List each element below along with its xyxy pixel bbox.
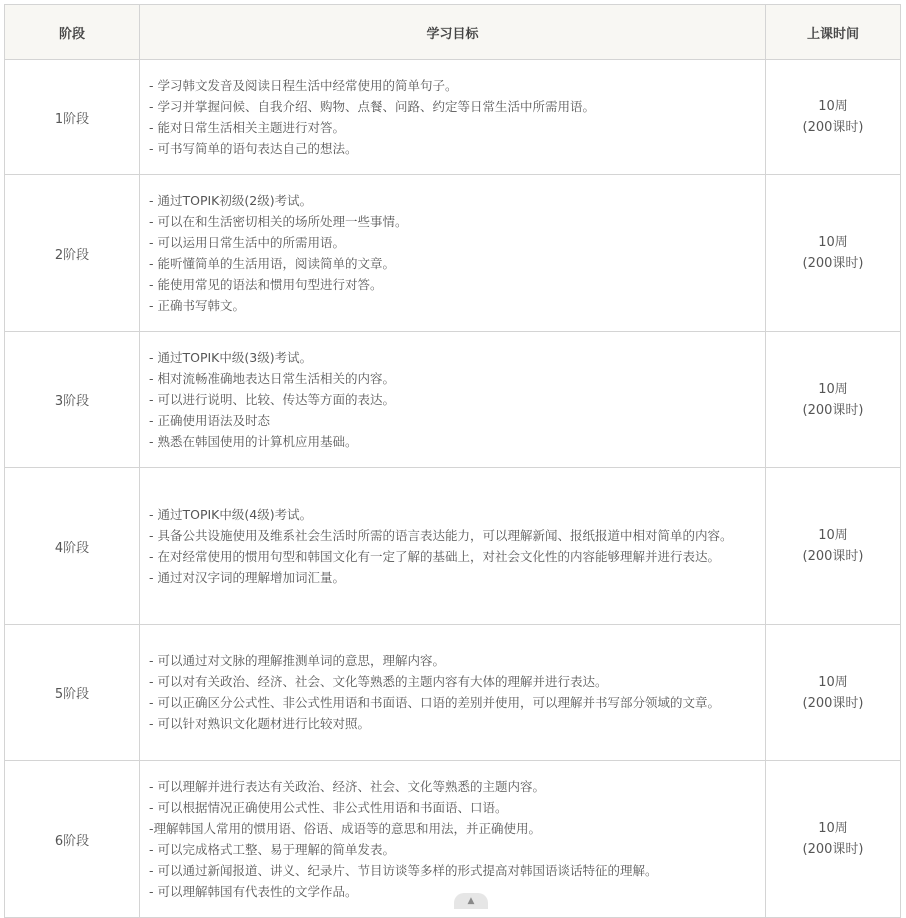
goals-cell [140,332,766,468]
goals-cell [140,60,766,175]
duration-hours: (200课时) [802,695,864,711]
goal-item: - 通过对汉字词的理解增加词汇量。 [149,569,345,585]
header-goals: 学习目标 [140,5,766,60]
goal-item: - 可以对有关政治、经济、社会、文化等熟悉的主题内容有大体的理解并进行表达。 [149,674,608,689]
goals-cell [140,175,766,332]
duration-cell [766,175,901,332]
goal-item: - 正确使用语法及时态 [149,412,270,428]
goals-cell [140,761,766,918]
goal-item: - 熟悉在韩国使用的计算机应用基础。 [149,433,358,449]
goal-item: -理解韩国人常用的惯用语、俗语、成语等的意思和用法，并正确使用。 [149,820,542,836]
stage-cell: 4阶段 [5,468,140,625]
goals-cell [140,468,766,625]
stage-cell: 3阶段 [5,332,140,468]
goal-item: - 通过TOPIK中级(4级)考试。 [149,506,313,522]
curriculum-table [4,4,901,918]
goal-item: - 可以理解韩国有代表性的文学作品。 [149,883,358,899]
stage-cell: 6阶段 [5,761,140,918]
duration-hours: (200课时) [802,842,864,857]
duration-hours: (200课时) [802,256,864,271]
duration-weeks: 10周 [818,235,848,250]
table-row [5,761,901,918]
duration-hours: (200课时) [802,402,864,418]
header-stage: 阶段 [5,5,140,60]
duration-hours: (200课时) [802,549,864,564]
stage-cell: 1阶段 [5,60,140,175]
goal-item: - 学习并掌握问候、自我介绍、购物、点餐、问路、约定等日常生活中所需用语。 [149,98,595,114]
goal-item: - 可以理解并进行表达有关政治、经济、社会、文化等熟悉的主题内容。 [149,778,545,794]
goal-item: - 可以完成格式工整、易于理解的简单发表。 [149,841,395,857]
goal-item: - 可以通过新闻报道、讲义、纪录片、节目访谈等多样的形式提高对韩国语谈话特征的理解。 [149,862,658,878]
goal-item: - 可以进行说明、比较、传达等方面的表达。 [149,391,395,407]
goal-item: - 具备公共设施使用及维系社会生活时所需的语言表达能力，可以理解新闻、报纸报道中相对简单的内容。 [149,527,733,543]
duration-weeks: 10周 [818,674,848,690]
chevron-up-icon: ▲ [467,896,475,906]
goal-item: - 能对日常生活相关主题进行对答。 [149,119,345,135]
duration-cell [766,60,901,175]
goal-item: - 可书写简单的语句表达自己的想法。 [149,140,358,156]
duration-weeks: 10周 [818,528,848,543]
goal-item: - 可以根据情况正确使用公式性、非公式性用语和书面语、口语。 [149,799,508,815]
goal-item: - 可以运用日常生活中的所需用语。 [149,234,345,250]
goal-item: - 在对经常使用的惯用句型和韩国文化有一定了解的基础上，对社会文化性的内容能够理解并进行表达。 [149,548,720,564]
stage-cell: 2阶段 [5,175,140,332]
goals-cell [140,625,766,761]
scroll-to-top-button[interactable] [454,893,488,909]
goal-item: - 通过TOPIK初级(2级)考试。 [149,192,313,208]
duration-weeks: 10周 [818,381,848,397]
duration-weeks: 10周 [818,821,848,836]
goal-item: - 可以针对熟识文化题材进行比较对照。 [149,716,370,731]
duration-weeks: 10周 [818,99,848,114]
header-row [5,5,901,60]
table-row [5,625,901,761]
goal-item: - 正确书写韩文。 [149,297,245,313]
goal-item: - 能使用常见的语法和惯用句型进行对答。 [149,276,383,292]
table-row [5,332,901,468]
table-row [5,175,901,332]
duration-cell [766,468,901,625]
goal-item: - 能听懂简单的生活用语，阅读简单的文章。 [149,255,395,271]
stage-cell: 5阶段 [5,625,140,761]
duration-cell [766,761,901,918]
goal-item: - 可以正确区分公式性、非公式性用语和书面语、口语的差别并使用，可以理解并书写部分领域的文章。 [149,695,720,710]
goal-item: - 相对流畅准确地表达日常生活相关的内容。 [149,370,395,386]
goal-item: - 通过TOPIK中级(3级)考试。 [149,349,313,365]
duration-hours: (200课时) [802,120,864,135]
table-row [5,468,901,625]
duration-cell [766,332,901,468]
goal-item: - 学习韩文发音及阅读日程生活中经常使用的简单句子。 [149,77,458,93]
duration-cell [766,625,901,761]
goal-item: - 可以在和生活密切相关的场所处理一些事情。 [149,213,408,229]
table-row [5,60,901,175]
header-duration: 上课时间 [766,5,901,60]
goal-item: - 可以通过对文脉的理解推测单词的意思，理解内容。 [149,653,445,668]
